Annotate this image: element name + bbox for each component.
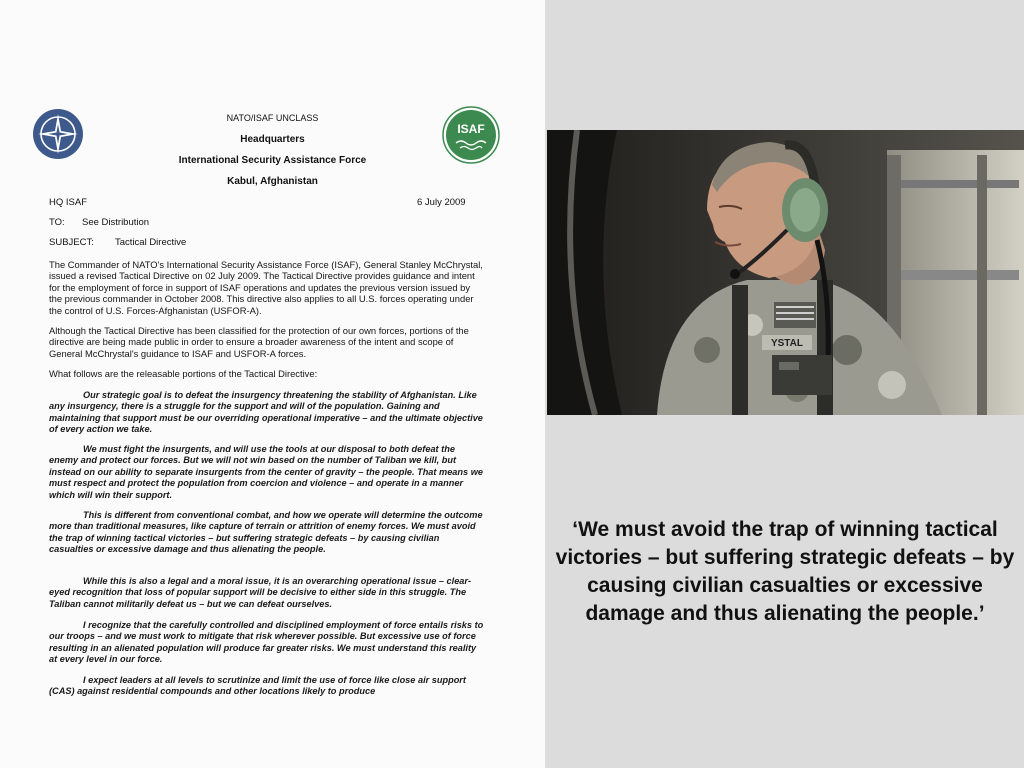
radio-device	[772, 355, 832, 395]
directive-paragraph: I expect leaders at all levels to scrutinize and limit the use of force like close air support (CAS) against residential compounds and other locations likely to produce	[49, 675, 466, 697]
isaf-logo-text: ISAF	[457, 122, 485, 136]
directive-paragraph: While this is also a legal and a moral issue, it is an overarching operational issue – clear-eyed recognition that loss of popular support will be decisive to either side in this struggle. The Taliban cannot militarily defeat us – but we can defeat ourselves.	[49, 576, 472, 609]
to-label: TO:	[49, 217, 65, 228]
pull-quote: ‘We must avoid the trap of winning tactical victories – but suffering strategic defeats – by causing civilian casualties or excessive damage and thus alienating the people.’	[555, 518, 1015, 625]
flag-patch	[774, 302, 816, 328]
document-date: 6 July 2009	[417, 197, 466, 208]
body-paragraph: Although the Tactical Directive has been classified for the protection of our own forces, portions of the directive are being made public in order to ensure a broader awareness of the intent and scope of General McChrystal's guidance to ISAF and USFOR-A forces.	[49, 325, 469, 359]
subject-label: SUBJECT:	[49, 237, 94, 248]
name-tape-text: YSTAL	[770, 338, 804, 349]
sender-label: HQ ISAF	[49, 197, 88, 208]
document-title: Headquarters	[240, 134, 305, 145]
harness-strap	[732, 285, 748, 415]
organization-name: International Security Assistance Force	[178, 155, 367, 166]
document-location: Kabul, Afghanistan	[227, 176, 318, 187]
body-paragraph: The Commander of NATO's International Security Assistance Force (ISAF), General Stanley McChrystal, issued a revised Tactical Directive on 02 July 2009. The Tactical Directive provides guidance and intent for the employment of force in support of ISAF operations and updates the previous version issued by the previous commander in October 2008. This directive also applies to all U.S. forces operating under the control of U.S. Forces-Afghanistan (USFOR-A).	[49, 259, 483, 316]
directive-paragraph: Our strategic goal is to defeat the insurgency threatening the stability of Afghanistan. Like any insurgency, there is a struggle for the support and will of the population. Gaining and maintaining that support must be our overriding operational imperative – and the ultimate objective of every action we take.	[49, 390, 483, 435]
directive-paragraph: I recognize that the carefully controlled and disciplined employment of force entails risks to our troops – and we must work to mitigate that risk wherever possible. But excessive use of force resulting in an alienated population will produce far greater risks. We must understand this reality at every level in our force.	[49, 620, 484, 665]
directive-paragraph: This is different from conventional combat, and how we operate will determine the outcome more than traditional measures, like capture of terrain or attrition of enemy forces. We must avoid the trap of winning tactical victories – but suffering strategic defeats – by causing civilian casualties or excessive damage and thus alienating the people.	[49, 510, 483, 555]
photo-illustration	[547, 130, 1024, 415]
directive-paragraph: We must fight the insurgents, and will use the tools at our disposal to both defeat the enemy and protect our forces. But we will not win based on the number of Taliban we kill, but instead on our ability to separate insurgents from the center of gravity – the people. That means we must respect and protect the population from coercion and violence – and operate in a manner which will win their support.	[49, 444, 483, 500]
classification-label: NATO/ISAF UNCLASS	[226, 113, 319, 123]
to-value: See Distribution	[82, 217, 150, 228]
subject-value: Tactical Directive	[115, 237, 187, 248]
general-helicopter-photo	[547, 130, 1024, 415]
body-paragraph: What follows are the releasable portions of the Tactical Directive:	[49, 368, 318, 379]
